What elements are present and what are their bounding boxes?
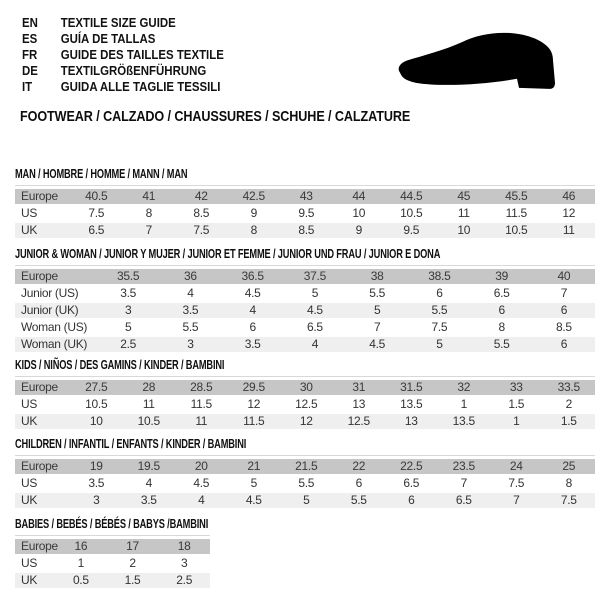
table-row — [15, 539, 210, 554]
size-cell: 11 — [457, 206, 470, 220]
size-cell: 42 — [194, 189, 208, 203]
size-cell: 12 — [247, 397, 261, 411]
size-cell: 22 — [352, 459, 366, 473]
size-cell: 10 — [89, 414, 103, 428]
table-row — [15, 320, 595, 335]
size-cell: 7.5 — [508, 476, 525, 490]
size-cell: 40.5 — [85, 189, 108, 203]
table-row — [15, 397, 595, 412]
table-row — [15, 269, 595, 284]
dress-shoe-icon — [396, 32, 578, 94]
size-cell: 45 — [457, 189, 471, 203]
section-title: MAN / HOMBRE / HOMME / MANN / MAN — [15, 167, 188, 181]
size-cell: 21.5 — [295, 459, 318, 473]
size-cell: 13.5 — [400, 397, 423, 411]
language-label: GUIDE DES TAILLES TEXTILE — [60, 47, 224, 62]
size-cell: 7 — [373, 320, 381, 334]
size-cell: 5.5 — [369, 286, 386, 300]
table-row — [15, 337, 595, 352]
size-cell: 2 — [129, 556, 136, 570]
section-title: JUNIOR & WOMAN / JUNIOR Y MUJER / JUNIOR ET FEMME / JUNIOR UND FRAU / JUNIOR E DONA — [15, 247, 441, 261]
size-cell: 6 — [560, 337, 568, 351]
size-table-section-kids — [15, 359, 595, 431]
language-row — [22, 63, 224, 79]
size-cell: 3 — [180, 556, 188, 570]
size-cell: 45.5 — [505, 189, 528, 203]
row-label: UK — [21, 414, 38, 428]
table-row — [15, 459, 595, 474]
divider — [15, 185, 595, 186]
size-cell: 6.5 — [493, 286, 510, 300]
size-cell: 4.5 — [306, 303, 323, 317]
row-label: Europe — [21, 459, 58, 473]
table-row — [15, 476, 595, 491]
size-cell: 9 — [250, 206, 257, 220]
size-cell: 44.5 — [400, 189, 423, 203]
table-body — [15, 269, 595, 352]
size-cell: 4.5 — [369, 337, 386, 351]
language-row — [22, 31, 224, 47]
size-cell: 3 — [124, 303, 132, 317]
language-row — [22, 15, 224, 31]
size-cell: 7 — [460, 476, 467, 490]
size-cell: 30 — [299, 380, 313, 394]
size-cell: 24 — [509, 459, 523, 473]
row-label: UK — [21, 223, 38, 237]
size-cell: 12 — [562, 206, 576, 220]
size-cell: 13 — [404, 414, 418, 428]
size-cell: 7 — [513, 493, 520, 507]
size-cell: 1.5 — [508, 397, 525, 411]
size-cell: 6 — [436, 286, 443, 300]
size-cell: 1 — [77, 556, 85, 570]
size-cell: 9 — [355, 223, 362, 237]
size-cell: 6 — [498, 303, 505, 317]
size-cell: 17 — [126, 539, 139, 553]
size-cell: 5 — [250, 476, 257, 490]
size-cell: 28.5 — [190, 380, 213, 394]
language-label: GUIDA ALLE TAGLIE TESSILI — [60, 79, 221, 94]
table-body — [15, 539, 210, 588]
size-cell: 43 — [299, 189, 313, 203]
size-cell: 9.5 — [298, 206, 315, 220]
size-cell: 38 — [370, 269, 384, 283]
size-cell: 19 — [89, 459, 103, 473]
divider — [15, 455, 595, 456]
size-cell: 5.5 — [298, 476, 315, 490]
size-cell: 3.5 — [88, 476, 105, 490]
row-label: Europe — [21, 189, 58, 203]
size-cell: 4 — [187, 286, 194, 300]
size-cell: 20 — [194, 459, 208, 473]
size-cell: 5 — [436, 337, 443, 351]
size-cell: 39 — [495, 269, 508, 283]
size-cell: 7 — [560, 286, 568, 300]
section-title: BABIES / BEBÉS / BÉBÉS / BABYS /BAMBINI — [15, 517, 209, 531]
row-label: UK — [21, 493, 38, 507]
size-cell: 4.5 — [245, 493, 262, 507]
size-cell: 12.5 — [347, 414, 370, 428]
size-cell: 1.5 — [560, 414, 577, 428]
size-table-section-children — [15, 438, 595, 510]
size-cell: 18 — [177, 539, 191, 553]
language-code: EN — [22, 15, 38, 30]
size-cell: 0.5 — [72, 573, 89, 587]
table-row — [15, 414, 595, 429]
table-row — [15, 556, 210, 571]
size-cell: 36 — [184, 269, 197, 283]
size-cell: 1.5 — [124, 573, 141, 587]
size-cell: 4 — [249, 303, 256, 317]
size-cell: 10.5 — [400, 206, 423, 220]
language-row — [22, 79, 224, 95]
size-cell: 31 — [352, 380, 366, 394]
category-title: FOOTWEAR / CALZADO / CHAUSSURES / SCHUHE / CALZATURE — [20, 108, 411, 125]
size-cell: 10.5 — [505, 223, 528, 237]
table-body — [15, 459, 595, 508]
row-label: Europe — [21, 539, 58, 553]
row-label: Woman (UK) — [21, 337, 88, 351]
divider — [15, 265, 595, 266]
size-cell: 10 — [352, 206, 366, 220]
size-cell: 5 — [311, 286, 319, 300]
divider — [15, 535, 210, 536]
size-table — [15, 535, 210, 588]
size-cell: 4.5 — [193, 476, 210, 490]
size-cell: 25 — [562, 459, 576, 473]
size-cell: 8.5 — [193, 206, 210, 220]
table-body — [15, 380, 595, 429]
table-row — [15, 380, 595, 395]
language-label: TEXTILGRÖßENFÜHRUNG — [60, 63, 207, 78]
size-cell: 7.5 — [193, 223, 210, 237]
size-cell: 6 — [560, 303, 568, 317]
size-cell: 12 — [299, 414, 313, 428]
size-cell: 7.5 — [560, 493, 577, 507]
row-label: UK — [21, 573, 38, 587]
table-body — [15, 189, 595, 238]
size-cell: 7.5 — [431, 320, 448, 334]
size-cell: 11 — [195, 414, 208, 428]
size-table — [15, 265, 595, 352]
size-cell: 6.5 — [88, 223, 105, 237]
size-cell: 3.5 — [244, 337, 261, 351]
size-cell: 22.5 — [400, 459, 423, 473]
size-cell: 6 — [408, 493, 415, 507]
table-row — [15, 303, 595, 318]
table-row — [15, 189, 595, 204]
language-header — [22, 15, 224, 95]
size-cell: 5 — [303, 493, 310, 507]
size-cell: 10.5 — [137, 414, 160, 428]
language-code: FR — [22, 47, 38, 62]
size-cell: 13 — [352, 397, 366, 411]
size-cell: 1 — [460, 397, 467, 411]
size-cell: 8 — [565, 476, 572, 490]
size-cell: 2.5 — [120, 337, 137, 351]
size-cell: 27.5 — [85, 380, 108, 394]
size-table-section-man — [15, 168, 595, 240]
row-label: Junior (US) — [21, 286, 79, 300]
size-cell: 44 — [352, 189, 366, 203]
size-table — [15, 376, 595, 429]
size-cell: 33.5 — [557, 380, 580, 394]
size-table-section-babies — [15, 518, 210, 590]
size-cell: 6 — [355, 476, 362, 490]
size-cell: 31.5 — [400, 380, 423, 394]
size-cell: 11.5 — [505, 206, 527, 220]
size-cell: 40 — [557, 269, 571, 283]
row-label: Europe — [21, 380, 58, 394]
table-row — [15, 493, 595, 508]
size-cell: 10 — [457, 223, 471, 237]
size-cell: 11 — [562, 223, 575, 237]
size-cell: 8 — [250, 223, 257, 237]
size-cell: 37.5 — [303, 269, 326, 283]
language-code: DE — [22, 63, 38, 78]
size-cell: 8 — [498, 320, 505, 334]
size-cell: 46 — [562, 189, 576, 203]
size-cell: 19.5 — [137, 459, 160, 473]
size-cell: 7 — [145, 223, 152, 237]
size-cell: 4 — [311, 337, 319, 351]
language-code: ES — [22, 31, 38, 46]
size-cell: 3 — [93, 493, 100, 507]
size-cell: 11 — [142, 397, 155, 411]
size-cell: 5 — [373, 303, 381, 317]
row-label: US — [21, 397, 38, 411]
size-cell: 8.5 — [555, 320, 572, 334]
size-cell: 42.5 — [242, 189, 265, 203]
size-cell: 11.5 — [243, 414, 265, 428]
size-cell: 7.5 — [88, 206, 105, 220]
size-cell: 12.5 — [295, 397, 318, 411]
table-row — [15, 573, 210, 588]
size-cell: 11.5 — [190, 397, 212, 411]
size-cell: 9.5 — [403, 223, 420, 237]
size-cell: 13.5 — [452, 414, 475, 428]
size-cell: 35.5 — [117, 269, 140, 283]
size-cell: 6.5 — [306, 320, 323, 334]
row-label: Junior (UK) — [21, 303, 79, 317]
size-cell: 5.5 — [431, 303, 448, 317]
language-label: TEXTILE SIZE GUIDE — [60, 15, 176, 30]
section-title: KIDS / NIÑOS / DES GAMINS / KINDER / BAMBINI — [15, 358, 225, 372]
language-label: GUÍA DE TALLAS — [60, 31, 156, 46]
size-table — [15, 185, 595, 238]
size-cell: 5.5 — [182, 320, 199, 334]
size-cell: 5 — [124, 320, 132, 334]
size-table-section-junior-woman — [15, 248, 595, 354]
size-cell: 2.5 — [176, 573, 193, 587]
table-row — [15, 223, 595, 238]
size-cell: 41 — [142, 189, 156, 203]
size-cell: 4.5 — [244, 286, 261, 300]
size-cell: 32 — [457, 380, 471, 394]
size-cell: 16 — [74, 539, 88, 553]
size-cell: 36.5 — [241, 269, 264, 283]
size-cell: 3 — [187, 337, 194, 351]
size-cell: 38.5 — [428, 269, 451, 283]
size-cell: 28 — [142, 380, 156, 394]
row-label: Woman (US) — [21, 320, 88, 334]
row-label: US — [21, 206, 38, 220]
section-title: CHILDREN / INFANTIL / ENFANTS / KINDER / BAMBINI — [15, 437, 247, 451]
size-cell: 21 — [247, 459, 261, 473]
size-cell: 1 — [513, 414, 520, 428]
size-cell: 4 — [145, 476, 152, 490]
language-code: IT — [22, 79, 33, 94]
row-label: Europe — [21, 269, 58, 283]
size-cell: 23.5 — [452, 459, 475, 473]
language-row — [22, 47, 224, 63]
size-cell: 2 — [565, 397, 572, 411]
size-cell: 3.5 — [120, 286, 137, 300]
table-row — [15, 206, 595, 221]
size-cell: 5.5 — [493, 337, 510, 351]
size-cell: 3.5 — [140, 493, 157, 507]
size-cell: 8.5 — [298, 223, 315, 237]
size-cell: 33 — [509, 380, 523, 394]
size-cell: 5.5 — [350, 493, 367, 507]
size-cell: 6.5 — [403, 476, 420, 490]
size-cell: 4 — [198, 493, 205, 507]
size-cell: 29.5 — [242, 380, 265, 394]
size-cell: 3.5 — [182, 303, 199, 317]
size-cell: 6.5 — [455, 493, 472, 507]
row-label: US — [21, 556, 38, 570]
size-cell: 8 — [145, 206, 152, 220]
size-cell: 10.5 — [85, 397, 108, 411]
size-cell: 6 — [249, 320, 256, 334]
divider — [15, 376, 595, 377]
table-row — [15, 286, 595, 301]
size-table — [15, 455, 595, 508]
row-label: US — [21, 476, 38, 490]
